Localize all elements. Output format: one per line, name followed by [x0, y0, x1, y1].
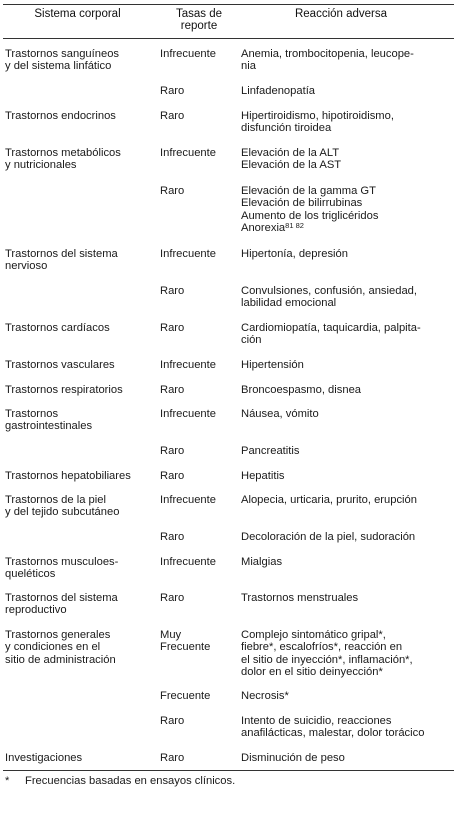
cell-adverse-reaction-text: Pancreatitis [241, 445, 300, 457]
cell-adverse-reaction-text: Anemia, trombocitopenia, leucope- nia [241, 48, 414, 73]
cell-body-system: Trastornos musculoes- queléticos [5, 556, 119, 581]
cell-adverse-reaction-text: Necrosis* [241, 690, 289, 702]
cell-report-rate: Raro [160, 445, 185, 457]
cell-adverse-reaction-text: Hepatitis [241, 470, 285, 482]
cell-adverse-reaction-text: Trastornos menstruales [241, 592, 359, 604]
cell-report-rate: Raro [160, 322, 185, 334]
cell-adverse-reaction-text: Mialgias [241, 556, 283, 568]
cell-adverse-reaction-text: Disminución de peso [241, 752, 345, 764]
cell-adverse-reaction-text: Hipertonía, depresión [241, 248, 348, 260]
cell-report-rate: Frecuente [160, 690, 211, 702]
cell-adverse-reaction [241, 147, 453, 172]
cell-adverse-reaction [241, 185, 453, 235]
cell-adverse-reaction-text: Hipertiroidismo, hipotiroidismo, disfunción tiroidea [241, 110, 394, 135]
footnote-text: Frecuencias basadas en ensayos clínicos. [25, 775, 236, 787]
cell-body-system: Investigaciones [5, 752, 83, 764]
cell-adverse-reaction [241, 322, 453, 347]
cell-adverse-reaction-text: Elevación de la gamma GT Elevación de bilirrubinas Aumento de los triglicéridos Anorexia [241, 185, 379, 235]
cell-report-rate: Raro [160, 752, 185, 764]
cell-adverse-reaction [241, 359, 453, 371]
cell-adverse-reaction-text: Broncoespasmo, disnea [241, 384, 362, 396]
cell-body-system: Trastornos de la piel y del tejido subcutáneo [5, 494, 120, 519]
header-rate: Tasas de reporte [175, 8, 223, 32]
cell-report-rate: Muy Frecuente [160, 629, 211, 654]
cell-body-system: Trastornos sanguíneos y del sistema linfático [5, 48, 120, 73]
cell-report-rate: Raro [160, 470, 185, 482]
cell-body-system: Trastornos hepatobiliares [5, 470, 131, 482]
cell-adverse-reaction [241, 85, 453, 97]
cell-adverse-reaction-text: Linfadenopatía [241, 85, 316, 97]
cell-body-system: Trastornos vasculares [5, 359, 115, 371]
cell-adverse-reaction [241, 110, 453, 135]
cell-adverse-reaction [241, 752, 453, 764]
footnote [5, 775, 445, 787]
cell-adverse-reaction-text: Cardiomiopatía, taquicardia, palpita- ción [241, 322, 421, 347]
cell-report-rate: Infrecuente [160, 494, 216, 506]
cell-adverse-reaction-text: Convulsiones, confusión, ansiedad, labilidad emocional [241, 285, 418, 310]
cell-adverse-reaction [241, 248, 453, 260]
cell-report-rate: Raro [160, 85, 185, 97]
cell-report-rate: Infrecuente [160, 359, 216, 371]
table-bottom-rule [3, 770, 454, 771]
cell-adverse-reaction-text: Complejo sintomático gripal*, fiebre*, escalofríos*, reacción en el sitio de inyección*, inflamación*, dolor en el sitio deinyección* [241, 629, 413, 679]
cell-adverse-reaction [241, 445, 453, 457]
cell-adverse-reaction-text: Decoloración de la piel, sudoración [241, 531, 416, 543]
footnote-mark: * [5, 775, 10, 787]
header-reaction: Reacción adversa [294, 8, 388, 20]
cell-report-rate: Infrecuente [160, 147, 216, 159]
cell-adverse-reaction [241, 690, 453, 702]
cell-report-rate: Raro [160, 110, 185, 122]
cell-adverse-reaction [241, 629, 453, 679]
cell-report-rate: Raro [160, 185, 185, 197]
cell-adverse-reaction [241, 556, 453, 568]
cell-report-rate: Infrecuente [160, 248, 216, 260]
cell-adverse-reaction-text: Intento de suicidio, reacciones anafilácticas, malestar, dolor torácico [241, 715, 425, 740]
header-system: Sistema corporal [34, 8, 121, 20]
cell-report-rate: Raro [160, 384, 185, 396]
cell-body-system: Trastornos respiratorios [5, 384, 123, 396]
cell-adverse-reaction [241, 715, 453, 740]
cell-adverse-reaction [241, 531, 453, 543]
cell-adverse-reaction [241, 592, 453, 604]
reference-superscript: 81 82 [285, 221, 304, 231]
cell-body-system: Trastornos generales y condiciones en el sitio de administración [5, 629, 116, 666]
cell-body-system: Trastornos del sistema reproductivo [5, 592, 118, 617]
cell-report-rate: Infrecuente [160, 556, 216, 568]
cell-body-system: Trastornos del sistema nervioso [5, 248, 118, 273]
cell-body-system: Trastornos gastrointestinales [5, 408, 93, 433]
cell-adverse-reaction-text: Elevación de la ALT Elevación de la AST [241, 147, 342, 172]
cell-report-rate: Raro [160, 715, 185, 727]
cell-body-system: Trastornos endocrinos [5, 110, 116, 122]
cell-report-rate: Infrecuente [160, 408, 216, 420]
cell-adverse-reaction [241, 470, 453, 482]
cell-adverse-reaction-text: Hipertensión [241, 359, 304, 371]
cell-adverse-reaction [241, 408, 453, 420]
cell-adverse-reaction [241, 494, 453, 506]
cell-adverse-reaction [241, 48, 453, 73]
table-top-rule [3, 4, 454, 5]
cell-report-rate: Raro [160, 592, 185, 604]
cell-body-system: Trastornos metabólicos y nutricionales [5, 147, 121, 172]
cell-body-system: Trastornos cardíacos [5, 322, 110, 334]
cell-adverse-reaction [241, 384, 453, 396]
cell-report-rate: Raro [160, 531, 185, 543]
cell-adverse-reaction-text: Alopecia, urticaria, prurito, erupción [241, 494, 417, 506]
cell-adverse-reaction-text: Náusea, vómito [241, 408, 319, 420]
cell-report-rate: Raro [160, 285, 185, 297]
cell-report-rate: Infrecuente [160, 48, 216, 60]
header-bottom-rule [3, 38, 454, 39]
cell-adverse-reaction [241, 285, 453, 310]
